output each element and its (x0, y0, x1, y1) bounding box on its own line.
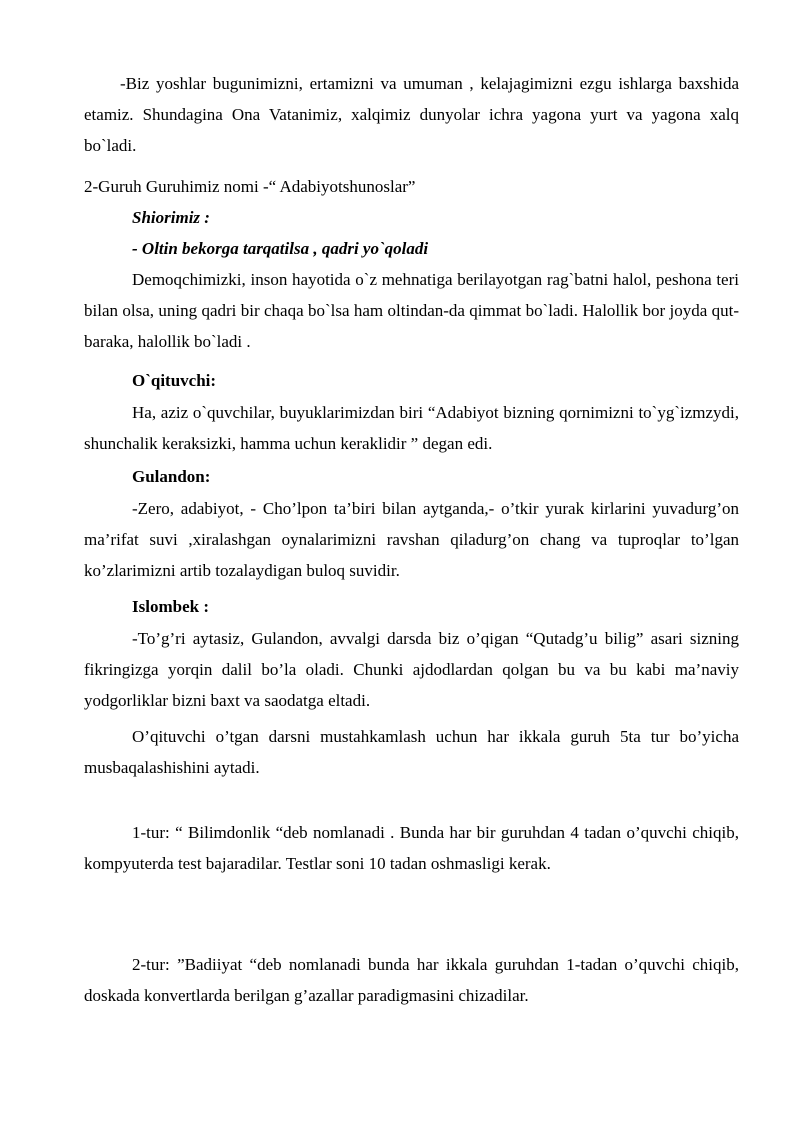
speaker-teacher: O`qituvchi: (132, 371, 217, 390)
paragraph-honesty: Demoqchimizki, inson hayotida o`z mehnatiga berilayotgan rag`batni halol, peshona teri bilan olsa, uning qadri bir chaqa bo`lsa ham oltindan-da qimmat bo`ladi. Halollik bor joyda qut- baraka, halollik bo`ladi . (84, 270, 739, 351)
paragraph-youth: -Biz yoshlar bugunimizni, ertamizni va umuman , kelajagimizni ezgu ishlarga baxshida etamiz. Shundagina Ona Vatanimiz, xalqimiz dunyolar ichra yagona yurt va yagona xalq bo`ladi. (84, 74, 739, 155)
paragraph-teacher-quote: Ha, aziz o`quvchilar, buyuklarimizdan biri “Adabiyot bizning qornimizni to`yg`izmzydi, shunchalik keraksizki, hamma uchun keraklidir ” degan edi. (84, 403, 739, 453)
paragraph-round-2: 2-tur: ”Badiiyat “deb nomlanadi bunda har ikkala guruhdan 1-tadan o’quvchi chiqib, doskada konvertlarda berilgan g’azallar paradigmasini chizadilar. (84, 955, 739, 1005)
paragraph-round-1: 1-tur: “ Bilimdonlik “deb nomlanadi . Bunda har bir guruhdan 4 tadan o’quvchi chiqib, kompyuterda test bajaradilar. Testlar soni 10 tadan oshmasligi kerak. (84, 823, 739, 873)
motto-text: - Oltin bekorga tarqatilsa , qadri yo`qoladi (132, 239, 429, 258)
paragraph-islombek: -To’g’ri aytasiz, Gulandon, avvalgi darsda biz o’qigan “Qutadg’u bilig” asari sizning fikringizga yorqin dalil bo’la oladi. Chunki ajdodlardan qolgan bu va bu kabi ma’naviy yodgorliklar bizni baxt va saodatga eltadi. (84, 629, 739, 710)
motto-heading: Shiorimiz : (132, 208, 210, 227)
speaker-islombek: Islombek : (132, 597, 209, 616)
paragraph-gulandon: -Zero, adabiyot, - Cho’lpon ta’biri bilan aytganda,- o’tkir yurak kirlarini yuvadurg’on ma’rifat suvi ,xiralashgan oynalarimizni ravshan qiladurg’on chang va tuproqlar to’lgan ko’zlarimizni artib tozalaydigan buloq suvidir. (84, 499, 739, 580)
group-2-title: 2-Guruh Guruhimiz nomi -“ Adabiyotshunoslar” (84, 177, 416, 196)
paragraph-competition: O’qituvchi o’tgan darsni mustahkamlash uchun har ikkala guruh 5ta tur bo’yicha musbaqalashishini aytadi. (84, 727, 739, 777)
speaker-gulandon: Gulandon: (132, 467, 211, 486)
